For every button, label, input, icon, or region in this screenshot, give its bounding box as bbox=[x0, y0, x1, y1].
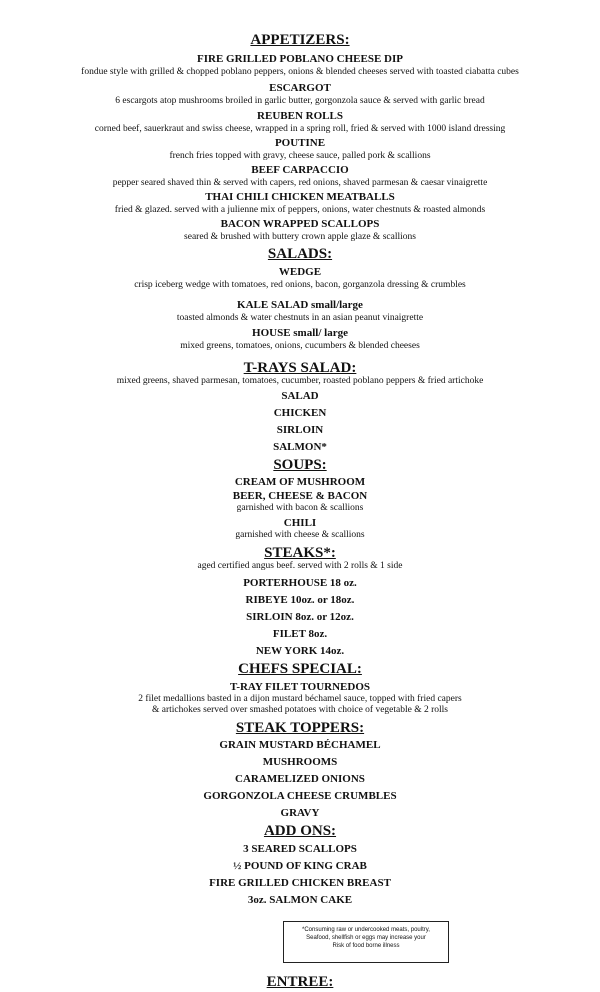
steak-toppers-heading: STEAK TOPPERS: bbox=[235, 720, 365, 736]
salad-desc: toasted almonds & water chestnuts in an asian peanut vinaigrette bbox=[176, 313, 424, 323]
salads-heading: SALADS: bbox=[267, 246, 333, 262]
chefs-special-name: T-RAY FILET TOURNEDOS bbox=[230, 681, 370, 693]
soup-name: BEER, CHEESE & BACON bbox=[232, 490, 368, 502]
steak-item: FILET 8oz. bbox=[272, 628, 328, 640]
trays-salad-option: SALMON* bbox=[273, 441, 327, 453]
steaks-desc: aged certified angus beef. served with 2 rolls & 1 side bbox=[197, 561, 403, 571]
trays-salad-option: CHICKEN bbox=[273, 407, 327, 419]
appetizer-name: BEEF CARPACCIO bbox=[251, 164, 349, 176]
chefs-special-heading: CHEFS SPECIAL: bbox=[238, 661, 362, 677]
appetizer-desc: pepper seared shaved thin & served with capers, red onions, shaved parmesan & caesar vinaigrette bbox=[112, 178, 488, 188]
steak-item: SIRLOIN 8oz. or 12oz. bbox=[246, 611, 354, 623]
salad-desc: mixed greens, tomatoes, onions, cucumbers & blended cheeses bbox=[180, 341, 420, 351]
appetizer-name: REUBEN ROLLS bbox=[257, 110, 343, 122]
add-on-item: ½ POUND OF KING CRAB bbox=[233, 860, 367, 872]
warning-line: Seafood, shellfish or eggs may increase your bbox=[306, 935, 426, 941]
appetizer-desc: fried & glazed. served with a julienne mix of peppers, onions, water chestnuts & roasted almonds bbox=[114, 205, 486, 215]
chefs-special-desc: 2 filet medallions basted in a dijon mustard béchamel sauce, topped with fried capers bbox=[138, 694, 462, 704]
appetizer-name: POUTINE bbox=[274, 137, 326, 149]
appetizers-heading: APPETIZERS: bbox=[250, 32, 350, 48]
steak-topper-item: GORGONZOLA CHEESE CRUMBLES bbox=[203, 790, 397, 802]
appetizer-name: ESCARGOT bbox=[269, 82, 331, 94]
add-on-item: 3 SEARED SCALLOPS bbox=[243, 843, 357, 855]
add-ons-heading: ADD ONS: bbox=[263, 823, 337, 839]
salad-name: KALE SALAD small/large bbox=[237, 299, 363, 311]
steak-topper-item: GRAVY bbox=[280, 807, 320, 819]
salad-name: WEDGE bbox=[278, 266, 322, 278]
trays-salad-option: SALAD bbox=[281, 390, 319, 402]
steaks-heading: STEAKS*: bbox=[264, 545, 336, 561]
appetizer-desc: seared & brushed with buttery crown apple glaze & scallions bbox=[184, 232, 416, 242]
steak-item: NEW YORK 14oz. bbox=[255, 645, 345, 657]
salad-name: HOUSE small/ large bbox=[252, 327, 348, 339]
food-safety-warning bbox=[283, 921, 449, 963]
soup-desc: garnished with cheese & scallions bbox=[235, 530, 365, 540]
soup-name: CREAM OF MUSHROOM bbox=[234, 476, 366, 488]
steak-item: RIBEYE 10oz. or 18oz. bbox=[245, 594, 355, 606]
steak-item: PORTERHOUSE 18 oz. bbox=[243, 577, 357, 589]
entree-heading: ENTREE: bbox=[266, 974, 334, 990]
appetizer-desc: corned beef, sauerkraut and swiss cheese, wrapped in a spring roll, fried & served with 1000 island dressing bbox=[94, 124, 506, 134]
soup-name: CHILI bbox=[283, 517, 317, 529]
soups-heading: SOUPS: bbox=[273, 457, 327, 473]
add-on-item: FIRE GRILLED CHICKEN BREAST bbox=[209, 877, 391, 889]
steak-topper-item: MUSHROOMS bbox=[262, 756, 338, 768]
appetizer-desc: 6 escargots atop mushrooms broiled in garlic butter, gorgonzola sauce & served with garlic bread bbox=[115, 96, 485, 106]
add-on-item: 3oz. SALMON CAKE bbox=[247, 894, 353, 906]
chefs-special-desc: & artichokes served over smashed potatoes with choice of vegetable & 2 rolls bbox=[152, 705, 448, 715]
trays-salad-option: SIRLOIN bbox=[276, 424, 324, 436]
warning-line: *Consuming raw or undercooked meats, poultry, bbox=[302, 927, 430, 933]
steak-topper-item: GRAIN MUSTARD BÉCHAMEL bbox=[219, 739, 381, 751]
trays-salad-desc: mixed greens, shaved parmesan, tomatoes, cucumber, roasted poblano peppers & fried artichoke bbox=[116, 376, 484, 386]
salad-desc: crisp iceberg wedge with tomatoes, red onions, bacon, gorganzola dressing & crumbles bbox=[134, 280, 466, 290]
soup-desc: garnished with bacon & scallions bbox=[236, 503, 364, 513]
appetizer-desc: french fries topped with gravy, cheese sauce, palled pork & scallions bbox=[169, 151, 431, 161]
warning-line: Risk of food borne illness bbox=[332, 943, 400, 949]
appetizer-name: THAI CHILI CHICKEN MEATBALLS bbox=[205, 191, 395, 203]
appetizer-desc: fondue style with grilled & chopped poblano peppers, onions & blended cheeses served with toasted ciabatta cubes bbox=[81, 67, 519, 77]
appetizer-name: BACON WRAPPED SCALLOPS bbox=[220, 218, 380, 230]
steak-topper-item: CARAMELIZED ONIONS bbox=[235, 773, 365, 785]
appetizer-name: FIRE GRILLED POBLANO CHEESE DIP bbox=[197, 53, 403, 65]
trays-salad-heading: T-RAYS SALAD: bbox=[243, 360, 357, 376]
